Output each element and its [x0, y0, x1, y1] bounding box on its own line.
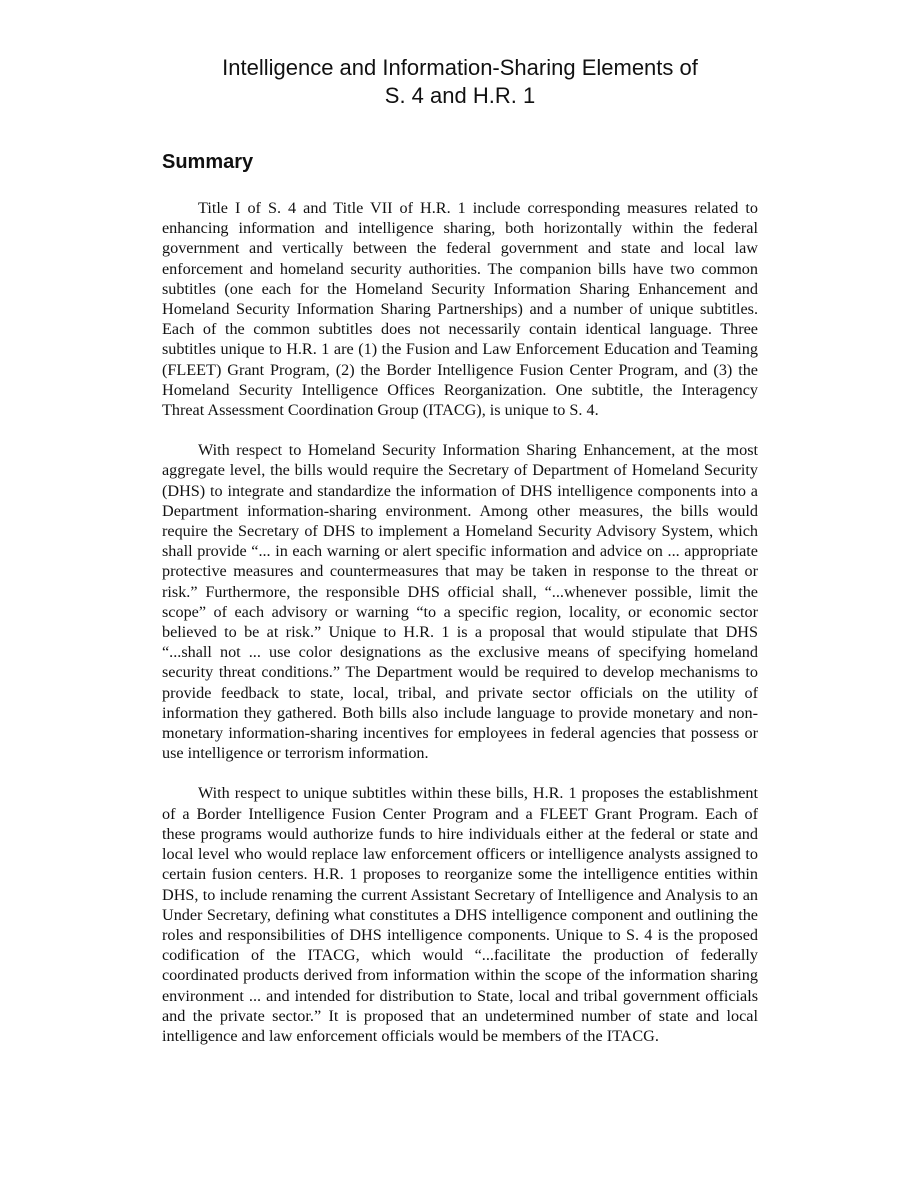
summary-paragraph-2: With respect to Homeland Security Information Sharing Enhancement, at the most aggregate level, the bills would require the Secretary of Department of Homeland Security (DHS) to integrate and standardize the information of DHS intelligence components into a Department information-sharing environment. Among other measures, the bills would require the Secretary of DHS to implement a Homeland Security Advisory System, which shall provide “... in each warning or alert specific information and advice on ... appropriate protective measures and countermeasures that may be taken in response to the threat or risk.” Furthermore, the responsible DHS official shall, “...whenever possible, limit the scope” of each advisory or warning “to a specific region, locality, or economic sector believed to be at risk.” Unique to H.R. 1 is a proposal that would stipulate that DHS “...shall not ... use color designations as the exclusive means of specifying homeland security threat conditions.” The Department would be required to develop mechanisms to provide feedback to state, local, tribal, and private sector officials on the utility of information they gathered. Both bills also include language to provide monetary and non-monetary information-sharing incentives for employees in federal agencies that possess or use intelligence or terrorism information. [162, 441, 758, 763]
document-title-line-2: S. 4 and H.R. 1 [384, 83, 536, 108]
document-title [162, 54, 758, 110]
summary-heading: Summary [162, 151, 254, 173]
document-title-line-1: Intelligence and Information-Sharing Elements of [222, 55, 698, 80]
summary-paragraph-3: With respect to unique subtitles within these bills, H.R. 1 proposes the establishment of a Border Intelligence Fusion Center Program and a FLEET Grant Program. Each of these programs would authorize funds to hire individuals either at the federal or state and local level who would replace law enforcement officers or intelligence analysts assigned to certain fusion centers. H.R. 1 proposes to reorganize some the intelligence entities within DHS, to include renaming the current Assistant Secretary of Intelligence and Analysis to an Under Secretary, defining what constitutes a DHS intelligence component and outlining the roles and responsibilities of DHS intelligence components. Unique to S. 4 is the proposed codification of the ITACG, which would “...facilitate the production of federally coordinated products derived from information within the scope of the information sharing environment ... and intended for distribution to State, local and tribal government officials and the private sector.” It is proposed that an undetermined number of state and local intelligence and law enforcement officials would be members of the ITACG. [162, 784, 758, 1045]
document-page [162, 54, 758, 1046]
summary-paragraph-1: Title I of S. 4 and Title VII of H.R. 1 include corresponding measures related to enhancing information and intelligence sharing, both horizontally within the federal government and vertically between the federal government and state and local law enforcement and homeland security authorities. The companion bills have two common subtitles (one each for the Homeland Security Information Sharing Enhancement and Homeland Security Information Sharing Partnerships) and a number of unique subtitles. Each of the common subtitles does not necessarily contain identical language. Three subtitles unique to H.R. 1 are (1) the Fusion and Law Enforcement Education and Teaming (FLEET) Grant Program, (2) the Border Intelligence Fusion Center Program, and (3) the Homeland Security Intelligence Offices Reorganization. One subtitle, the Interagency Threat Assessment Coordination Group (ITACG), is unique to S. 4. [162, 199, 758, 420]
